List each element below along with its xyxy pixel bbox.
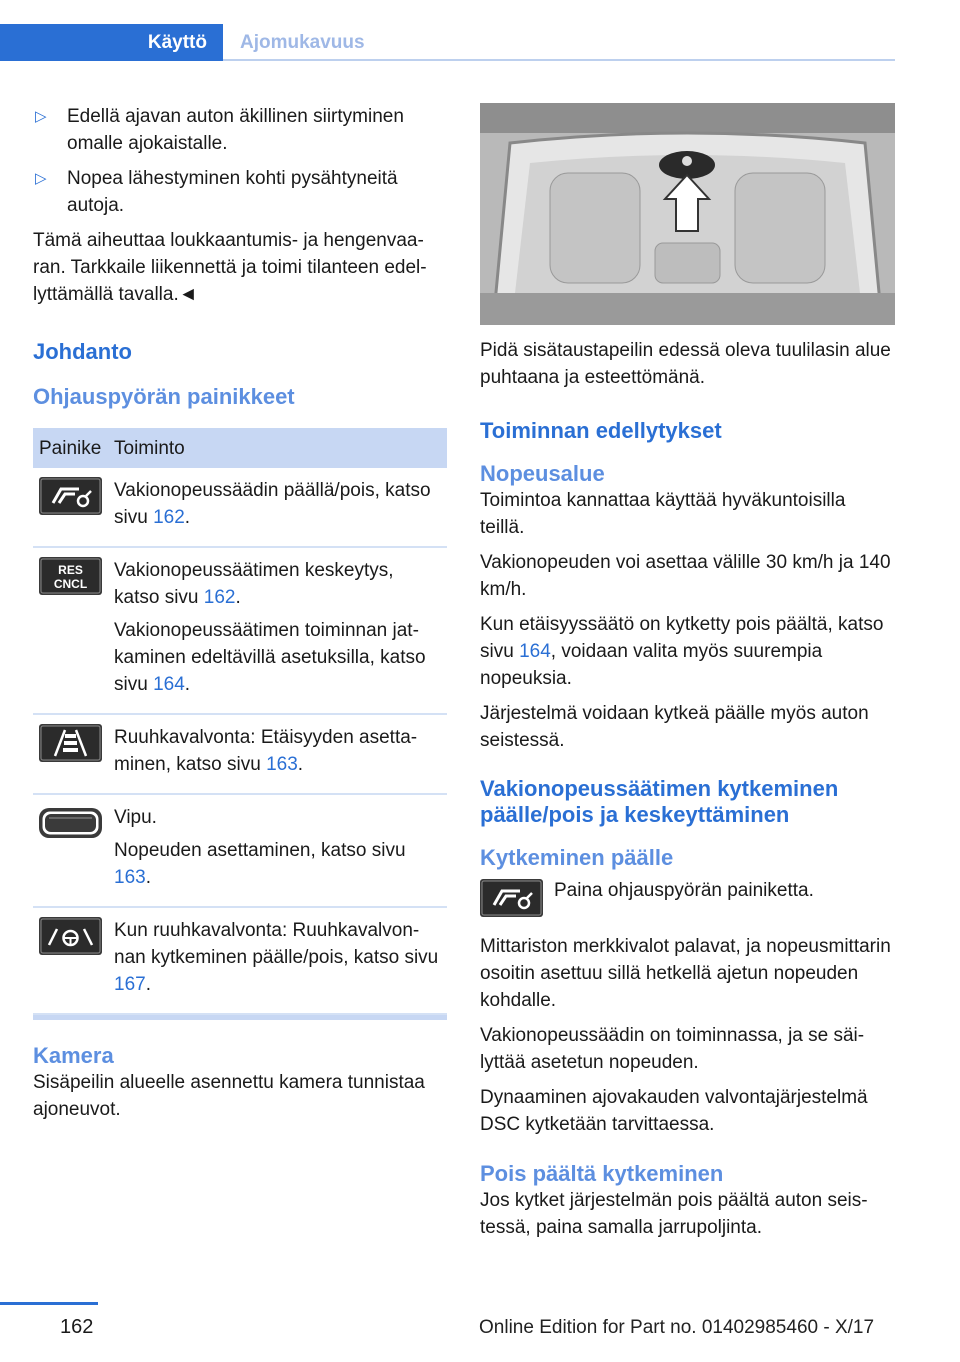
page-link[interactable]: 167 [114,974,146,995]
function-text [114,837,441,891]
bullet-item [33,103,447,157]
punct: . [145,867,151,888]
res-cncl-icon [39,557,102,595]
table-header-row [33,428,447,468]
triangle-bullet-icon: ▷ [35,108,47,125]
table-row [33,714,447,794]
punct: . [184,674,191,695]
table-function-cell [108,714,447,794]
punct: . [235,587,241,608]
res-label: RES [58,563,83,577]
speed-paragraph: Järjestelmä voidaan kytkeä päälle myös auton seistessä. [480,703,869,751]
page-link[interactable]: 162 [203,587,236,608]
cruise-control-icon [39,477,102,515]
heading-kytkeminen-paalle: Kytkeminen päälle [480,845,674,870]
distance-icon [39,724,102,762]
function-text [114,617,441,698]
function-line: Nopeuden asettaminen, katso sivu [114,840,406,861]
press-text: Paina ohjauspyörän painiketta. [554,880,814,901]
table-header-painike: Painike [33,428,108,468]
function-line: Vakionopeussäätimen toiminnan jatkaminen edeltävillä asetuksilla, katso sivu [114,620,426,695]
warning-end-mark: ◄ [178,284,198,305]
on-paragraph: Dynaaminen ajovakauden valvontajärjestelmä DSC kytketään tarvittaessa. [480,1087,868,1135]
page-link[interactable]: 162 [153,507,185,528]
page-number: 162 [60,1316,94,1338]
windscreen-camera-photo [480,103,895,325]
heading-kamera: Kamera [33,1043,114,1068]
page-link[interactable]: 164 [153,674,185,695]
function-line: Kun ruuhkavalvonta: Ruuhkavalvonnan kytkeminen päälle/pois, katso sivu [114,920,439,968]
right-column [480,103,895,1249]
warning-paragraph [33,227,447,308]
table-row [33,794,447,907]
table-row [33,547,447,714]
table-function-cell [108,468,447,547]
table-icon-cell [33,794,108,907]
cncl-label: CNCL [53,577,88,591]
speed-text: Kun etäisyyssäätö on kytketty pois päältä, katso sivu [480,614,884,662]
punct: . [145,974,151,995]
speed-paragraph [480,611,895,692]
button-table [33,428,447,1015]
press-row [480,877,895,927]
off-paragraph: Jos kytket järjestelmän pois päältä auton seistessä, paina samalla jarrupoljinta. [480,1190,868,1238]
table-function-cell [108,907,447,1014]
function-line: Ruuhkavalvonta: Etäisyyden asettaminen, katso sivu [114,727,418,775]
table-row [33,468,447,547]
function-text [114,917,441,998]
punct: . [297,754,304,775]
heading-johdanto: Johdanto [33,339,132,364]
tab-kaytto[interactable]: Käyttö [0,24,223,61]
on-paragraph: Mittariston merkkivalot palavat, ja nopeusmittarin osoitin asettuu sillä hetkellä ajetun nopeuden kohdalle. [480,936,891,1011]
tab-ajomukavuus[interactable]: Ajomukavuus [240,32,365,53]
table-icon-cell [33,468,108,547]
heading-toiminnan-edellytykset: Toiminnan edellytykset [480,418,722,443]
bullet-text: Nopea lähestyminen kohti pysähtyneitä autoja. [67,168,398,216]
edition-text: Online Edition for Part no. 01402985460 - X/17 [479,1317,875,1338]
table-header-toiminto: Toiminto [108,428,447,468]
function-text [114,724,441,778]
speed-text: , voidaan valita myös suurempia nopeuksia. [480,641,823,689]
table-function-cell [108,794,447,907]
bullet-item [33,165,447,219]
table-row [33,907,447,1014]
lever-icon [39,804,102,842]
table-icon-cell [33,907,108,1014]
page-header [0,24,895,61]
left-column [33,103,447,1131]
speed-paragraph: Toimintoa kannattaa käyttää hyväkuntoisilla teillä. [480,490,846,538]
function-text [114,477,441,531]
triangle-bullet-icon: ▷ [35,170,47,187]
speed-paragraph: Vakionopeuden voi asettaa välille 30 km/h ja 140 km/h. [480,552,891,600]
header-divider [223,59,895,61]
page-link[interactable]: 164 [519,641,551,662]
footer-divider [0,1302,98,1305]
heading-pois-paalta: Pois päältä kytkeminen [480,1161,724,1186]
page-link[interactable]: 163 [266,754,298,775]
table-icon-cell [33,547,108,714]
heading-ohjauspyoran-painikkeet: Ohjauspyörän painikkeet [33,384,295,409]
camera-text: Sisäpeilin alueelle asennettu kamera tunnistaa ajoneuvot. [33,1072,425,1120]
table-icon-cell [33,714,108,794]
punct: . [184,507,191,528]
page-link[interactable]: 163 [114,867,146,888]
traffic-jam-assist-icon [39,917,102,955]
function-line: Vipu. [114,807,157,828]
photo-caption: Pidä sisätaustapeilin edessä oleva tuulilasin alue puhtaana ja esteettömänä. [480,340,891,388]
function-line: Vakionopeussäädin päällä/pois, katso sivu [114,480,431,528]
function-text [114,557,441,611]
function-text [114,804,441,831]
bullet-text: Edellä ajavan auton äkillinen siirtyminen omalle ajokaistalle. [67,106,404,154]
on-paragraph: Vakionopeussäädin on toiminnassa, ja se säilyttää asetetun nopeuden. [480,1025,865,1073]
table-function-cell [108,547,447,714]
cruise-control-icon [480,879,543,917]
function-line: Vakionopeussäätimen keskeytys, katso sivu [114,560,394,608]
heading-nopeusalue: Nopeusalue [480,461,605,486]
warning-text: Tämä aiheuttaa loukkaantumis- ja hengenvaaran. Tarkkaile liikennettä ja toimi tilanteen edellyttämällä tavalla. [33,230,427,305]
heading-kytkeminen-paalle-pois: Vakionopeussäätimen kytkeminen päälle/pois ja keskeyttäminen [480,776,839,827]
